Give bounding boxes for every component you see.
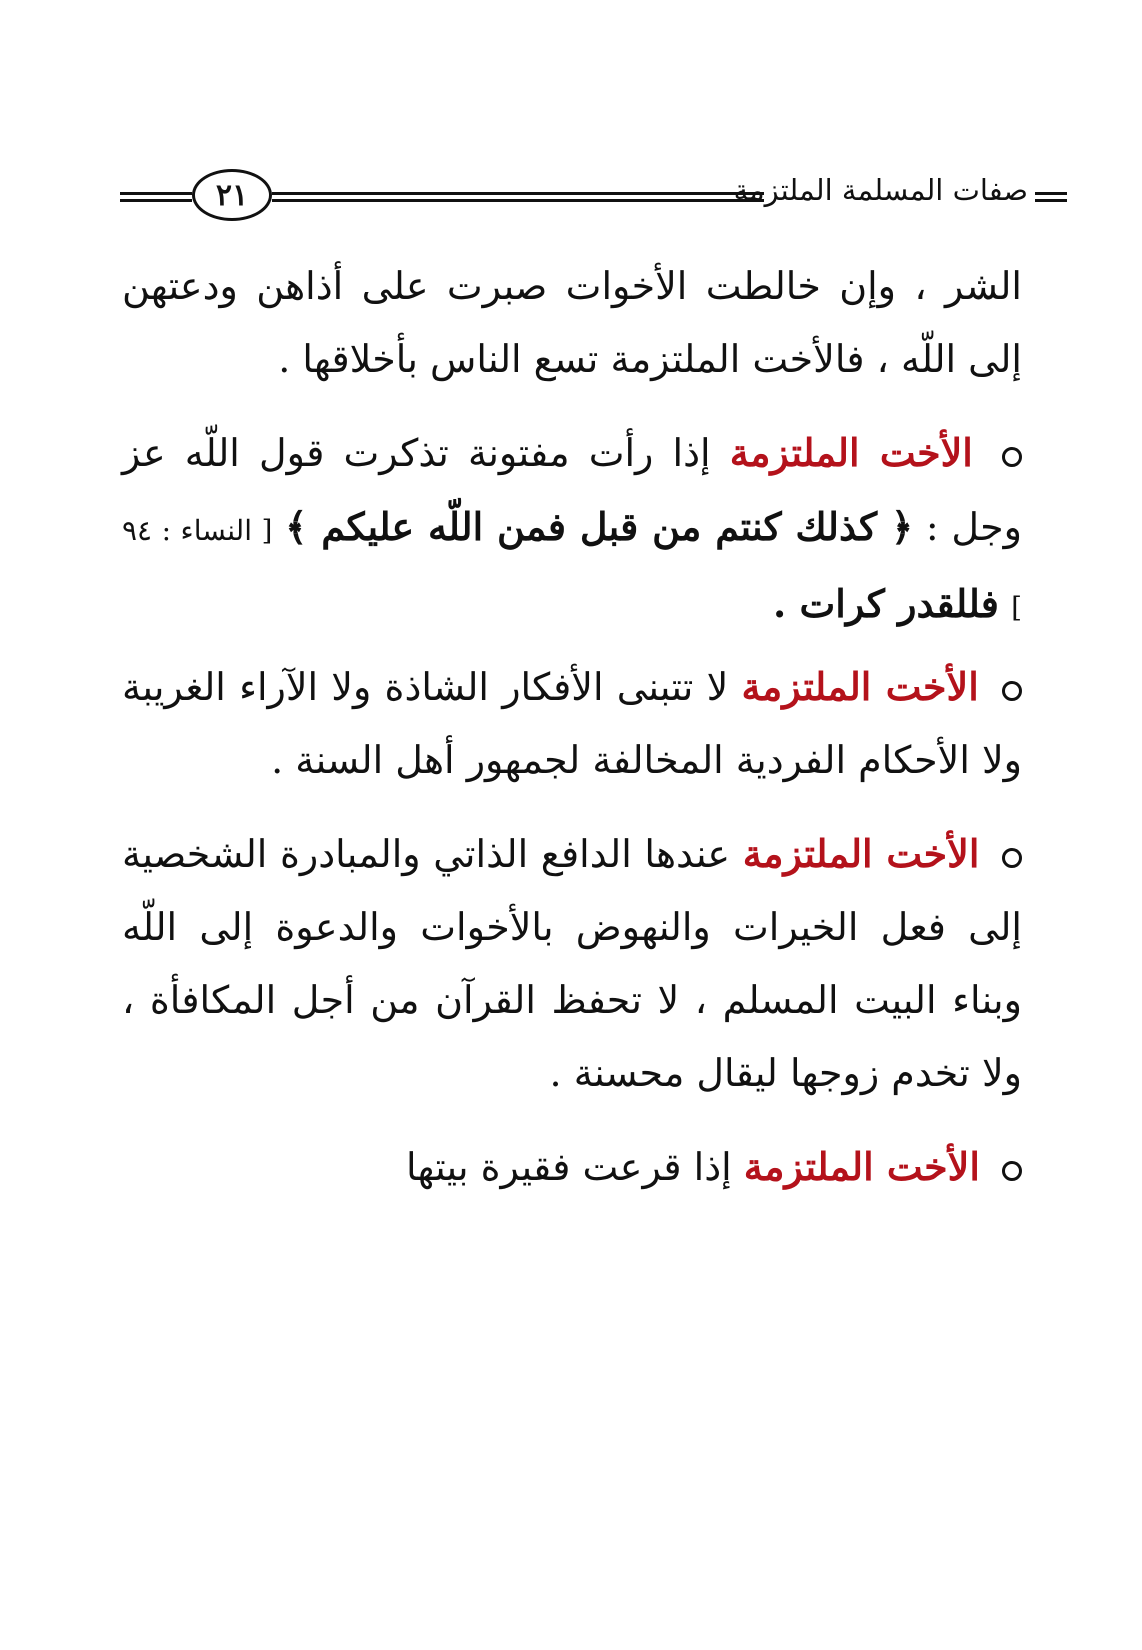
page-header — [120, 165, 1028, 229]
bullet-circle-icon — [1002, 848, 1022, 868]
paragraph-text: لا تتبنى الأفكار الشاذة ولا الآراء الغريبة ولا الأحكام الفردية المخالفة لجمهور أهل السنة . — [122, 665, 1022, 782]
section-heading: الأخت الملتزمة — [743, 1144, 980, 1189]
header-rule-right — [1035, 192, 1067, 202]
paragraph-text: عندها الدافع الذاتي والمبادرة الشخصية إلى فعل الخيرات والنهوض بالأخوات والدعوة إلى اللّه وبناء البيت المسلم ، لا تحفظ القرآن من أجل المكافأة ، ولا تخدم زوجها ليقال محسنة . — [122, 832, 1022, 1095]
page-number: ٢١ — [192, 169, 272, 221]
paragraph-text-bold: فللقدر كرات . — [773, 581, 999, 626]
section-heading: الأخت الملتزمة — [741, 664, 979, 709]
bullet-circle-icon — [1002, 681, 1022, 701]
paragraph-text: إذا رأت مفتونة تذكرت قول اللّه عز وجل : — [122, 431, 1022, 549]
page-body — [122, 250, 1022, 1210]
paragraph-3 — [122, 650, 1022, 797]
paragraph-2 — [122, 416, 1022, 644]
section-heading: الأخت الملتزمة — [742, 831, 980, 876]
section-heading: الأخت الملتزمة — [729, 430, 973, 475]
header-rule-left — [120, 192, 192, 202]
paragraph-text: إذا قرعت فقيرة بيتها — [405, 1145, 732, 1189]
quran-verse: ﴿ كذلك كنتم من قبل فمن اللّه عليكم ﴾ — [285, 504, 914, 549]
paragraph-1 — [122, 250, 1022, 396]
running-title: صفات المسلمة الملتزمة — [733, 173, 1028, 207]
paragraph-4 — [122, 817, 1022, 1110]
verse-reference: [ النساء : ٩٤ ] — [122, 514, 1022, 624]
bullet-circle-icon — [1002, 1161, 1022, 1181]
bullet-circle-icon — [1002, 447, 1022, 467]
paragraph-text: الشر ، وإن خالطت الأخوات صبرت على أذاهن ودعتهن إلى اللّه ، فالأخت الملتزمة تسع الناس بأخلاقها . — [122, 264, 1022, 381]
header-rule-middle — [272, 192, 764, 202]
paragraph-5 — [122, 1130, 1022, 1204]
